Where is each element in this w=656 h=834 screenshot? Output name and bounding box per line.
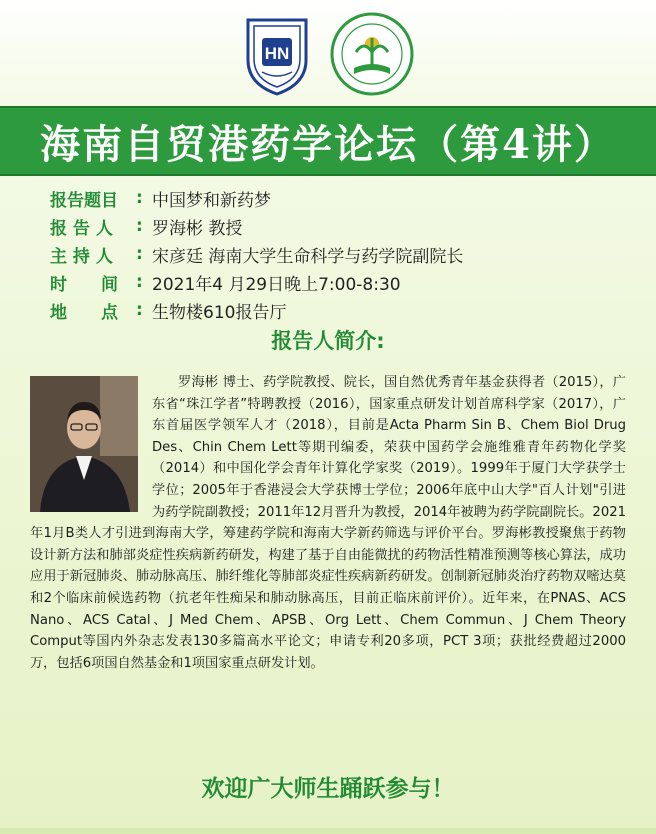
bottom-divider <box>0 828 656 834</box>
logo-bar <box>0 12 656 100</box>
welcome-message: 欢迎广大师生踊跃参与！ <box>201 776 455 802</box>
hainan-university-logo <box>244 16 310 96</box>
info-value: 罗海彬 教授 <box>152 218 243 239</box>
info-label: 报告题目 <box>50 190 118 211</box>
info-row-location: 地 点 : 生物楼610报告厅 <box>50 296 630 324</box>
info-value: 生物楼610报告厅 <box>152 302 287 323</box>
info-row-host: 主 持 人 : 宋彦廷 海南大学生命科学与药学院副院长 <box>50 240 630 268</box>
info-value: 宋彦廷 海南大学生命科学与药学院副院长 <box>152 246 464 267</box>
forum-title: 海南自贸港药学论坛（第4讲） <box>40 120 616 168</box>
info-value: 中国梦和新药梦 <box>152 190 271 211</box>
info-label: 报 告 人 <box>50 218 113 239</box>
svg-text:HN: HN <box>264 44 290 63</box>
info-row-topic: 报告题目 : 中国梦和新药梦 <box>50 184 630 212</box>
info-label: 地 点 <box>50 302 118 323</box>
event-info <box>50 184 630 324</box>
info-value: 2021年4 月29日晚上7:00-8:30 <box>152 274 401 295</box>
bio-text: 罗海彬 博士、药学院教授、院长，国自然优秀青年基金获得者（2015），广东省“珠江学者”特聘教授（2016），国家重点研发计划首席科学家（2017），广东首届医学领军人才（2018），目前是Acta Pharm Sin B、Chem Biol Drug Des、Chin Chem Lett等期刊编委，荣获中国药学会施维雅青年药物化学奖（2014）和中国化学会青年计算化学家奖（2019）。1999年于厦门大学获学士学位；2005年于香港浸会大学获博士学位；2006年底中山大学"百人计划"引进为药学院副教授；2011年12月晋升为教授，2014年被聘为药学院副院长。2021年1月B类人才引进到海南大学，筹建药学院和海南大学新药筛选与评价平台。罗海彬教授聚焦于药物设计新方法和肺部炎症性疾病新药研发，构建了基于自由能微扰的药物活性精准预测等核心算法，成功应用于新冠肺炎、肺动脉高压、肺纤维化等肺部炎症性疾病新药研发。创制新冠肺炎治疗药物双嘧达莫和2个临床前候选药物（抗老年性痴呆和肺动脉高压，目前正临床前评价）。近年来，在PNAS、ACS Nano、ACS Catal、J Med Chem、APSB、Org Lett、Chem Commun、J Chem Theory Comput等国内外杂志发表130多篇高水平论文；申请专利20多项，PCT 3项；获批经费超过2000万，包括6项国自然基金和1项国家重点研发计划。 <box>30 375 626 671</box>
speaker-intro-heading: 报告人简介: <box>271 329 385 353</box>
forum-title-banner <box>0 106 656 176</box>
info-row-speaker: 报 告 人 : 罗海彬 教授 <box>50 212 630 240</box>
info-row-time: 时 间 : 2021年4 月29日晚上7:00-8:30 <box>50 268 630 296</box>
info-label: 时 间 <box>50 274 118 295</box>
pharmacy-college-logo <box>330 12 414 96</box>
info-label: 主 持 人 <box>50 246 113 267</box>
speaker-bio <box>30 372 626 674</box>
